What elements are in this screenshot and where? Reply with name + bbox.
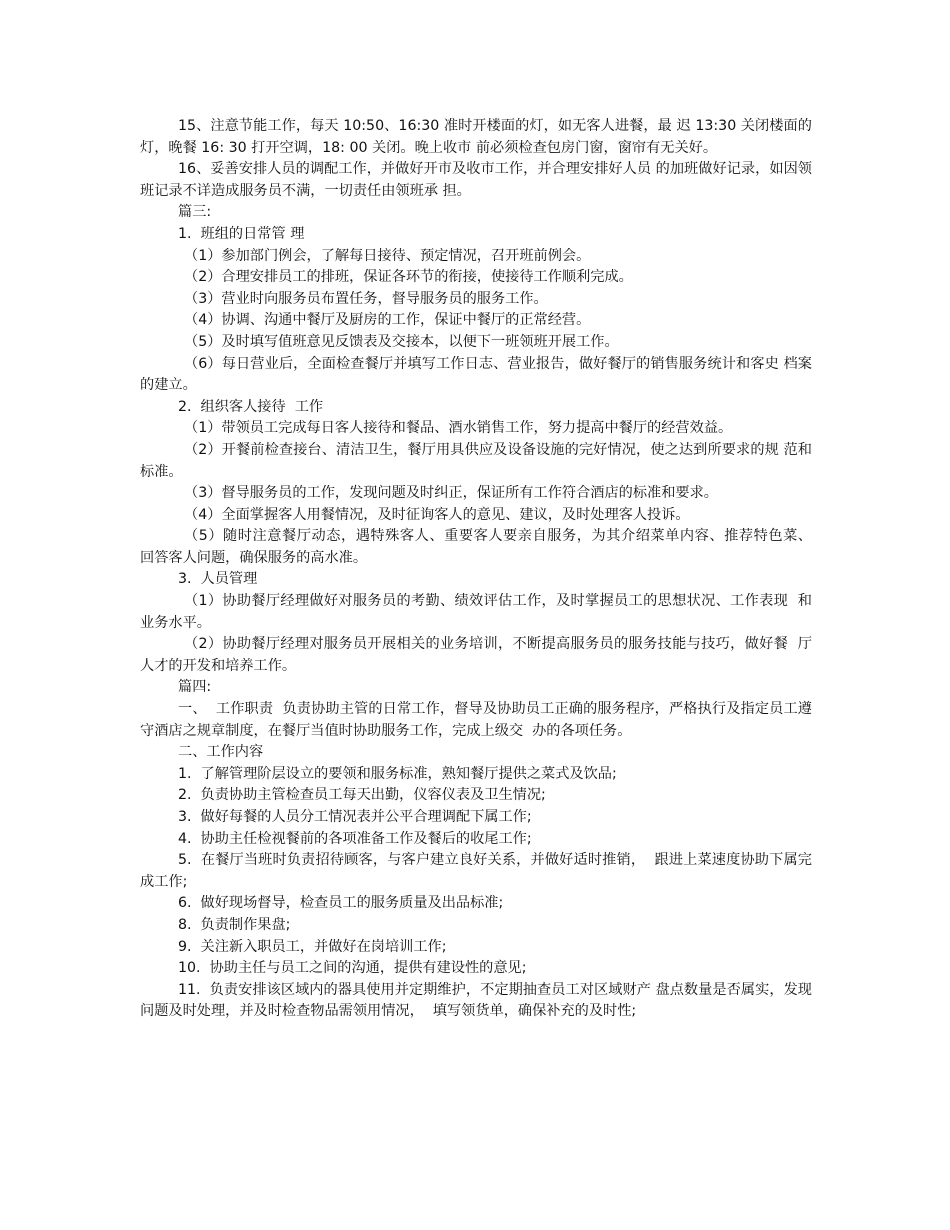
paragraph: 1. 了解管理阶层设立的要领和服务标准，熟知餐厅提供之菜式及饮品; (178, 765, 617, 782)
paragraph: （1）带领员工完成每日客人接待和餐品、酒水销售工作，努力提高中餐厅的经营效益。 (184, 420, 733, 437)
paragraph: 10. 协助主任与员工之间的沟通，提供有建设性的意见; (178, 960, 527, 977)
paragraph: 16、妥善安排人员的调配工作，并做好开市及收市工作，并合理安排好人员 的加班做好记录，如因领班记录不详造成服务员不满，一切责任由领班承 担。 (140, 161, 812, 199)
paragraph: 篇三: (178, 204, 212, 221)
paragraph: （4）协调、沟通中餐厅及厨房的工作，保证中餐厅的正常经营。 (184, 312, 591, 329)
paragraph: 篇四: (178, 679, 212, 696)
paragraph: 二、工作内容 (178, 744, 264, 761)
paragraph: 一、 工作职责 负责协助主管的日常工作，督导及协助员工正确的服务程序，严格执行及指定员工遵守酒店之规章制度，在餐厅当值时协助服务工作，完成上级交 办的各项任务。 (140, 701, 812, 739)
paragraph: 3. 做好每餐的人员分工情况表并公平合理调配下属工作; (178, 809, 532, 825)
paragraph: （6）每日营业后，全面检查餐厅并填写工作日志、营业报告，做好餐厅的销售服务统计和客史 档案的建立。 (140, 355, 812, 394)
paragraph: 2. 组织客人接待 工作 (178, 398, 324, 415)
paragraph: 4. 协助主任检视餐前的各项准备工作及餐后的收尾工作; (178, 830, 532, 847)
paragraph: （1）协助餐厅经理做好对服务员的考勤、绩效评估工作，及时掌握员工的思想状况、工作表现 和业务水平。 (140, 593, 812, 631)
paragraph: （2）开餐前检查接台、清洁卫生，餐厅用具供应及设备设施的完好情况，使之达到所要求的规 范和标准。 (140, 441, 812, 480)
paragraph: （4）全面掌握客人用餐情况，及时征询客人的意见、建议，及时处理客人投诉。 (184, 506, 690, 523)
paragraph: 11. 负责安排该区域内的器具使用并定期维护，不定期抽查员工对区域财产 盘点数量是否属实，发现问题及时处理，并及时检查物品需领用情况， 填写领货单，确保补充的及时性; (140, 981, 812, 1020)
paragraph: （5）随时注意餐厅动态，遇特殊客人、重要客人要亲自服务，为其介绍菜单内容、推荐特色菜、 回答客人问题，确保服务的高水准。 (140, 528, 822, 566)
paragraph: 3. 人员管理 (178, 571, 258, 588)
paragraph: （3）营业时向服务员布置任务，督导服务员的服务工作。 (184, 290, 548, 307)
document-page (140, 116, 822, 1023)
paragraph: 2. 负责协助主管检查员工每天出勤，仪容仪表及卫生情况; (178, 787, 546, 804)
paragraph: （2）合理安排员工的排班，保证各环节的衔接，使接待工作顺利完成。 (184, 269, 633, 286)
paragraph: （5）及时填写值班意见反馈表及交接本，以便下一班领班开展工作。 (184, 333, 619, 350)
paragraph: 8. 负责制作果盘; (178, 916, 291, 933)
paragraph: （2）协助餐厅经理对服务员开展相关的业务培训，不断提高服务员的服务技能与技巧，做好餐 厅人才的开发和培养工作。 (140, 636, 812, 674)
paragraph: 6. 做好现场督导，检查员工的服务质量及出品标准; (178, 895, 504, 912)
paragraph: 15、注意节能工作，每天 10:50、16:30 准时开楼面的灯，如无客人进餐，最 迟 13:30 关闭楼面的灯，晚餐 16: 30 打开空调，18: 00 关闭。晚上收市 前必须检查包房门窗，窗帘有无关好。 (140, 118, 812, 156)
paragraph: （1）参加部门例会，了解每日接待、预定情况，召开班前例会。 (184, 247, 591, 264)
paragraph: 1. 班组的日常管 理 (178, 225, 305, 242)
paragraph: 5. 在餐厅当班时负责招待顾客，与客户建立良好关系，并做好适时推销， 跟进上菜速度协助下属完成工作; (140, 852, 812, 890)
paragraph: （3）督导服务员的工作，发现问题及时纠正，保证所有工作符合酒店的标准和要求。 (184, 485, 718, 502)
paragraph: 9. 关注新入职员工，并做好在岗培训工作; (178, 938, 447, 955)
